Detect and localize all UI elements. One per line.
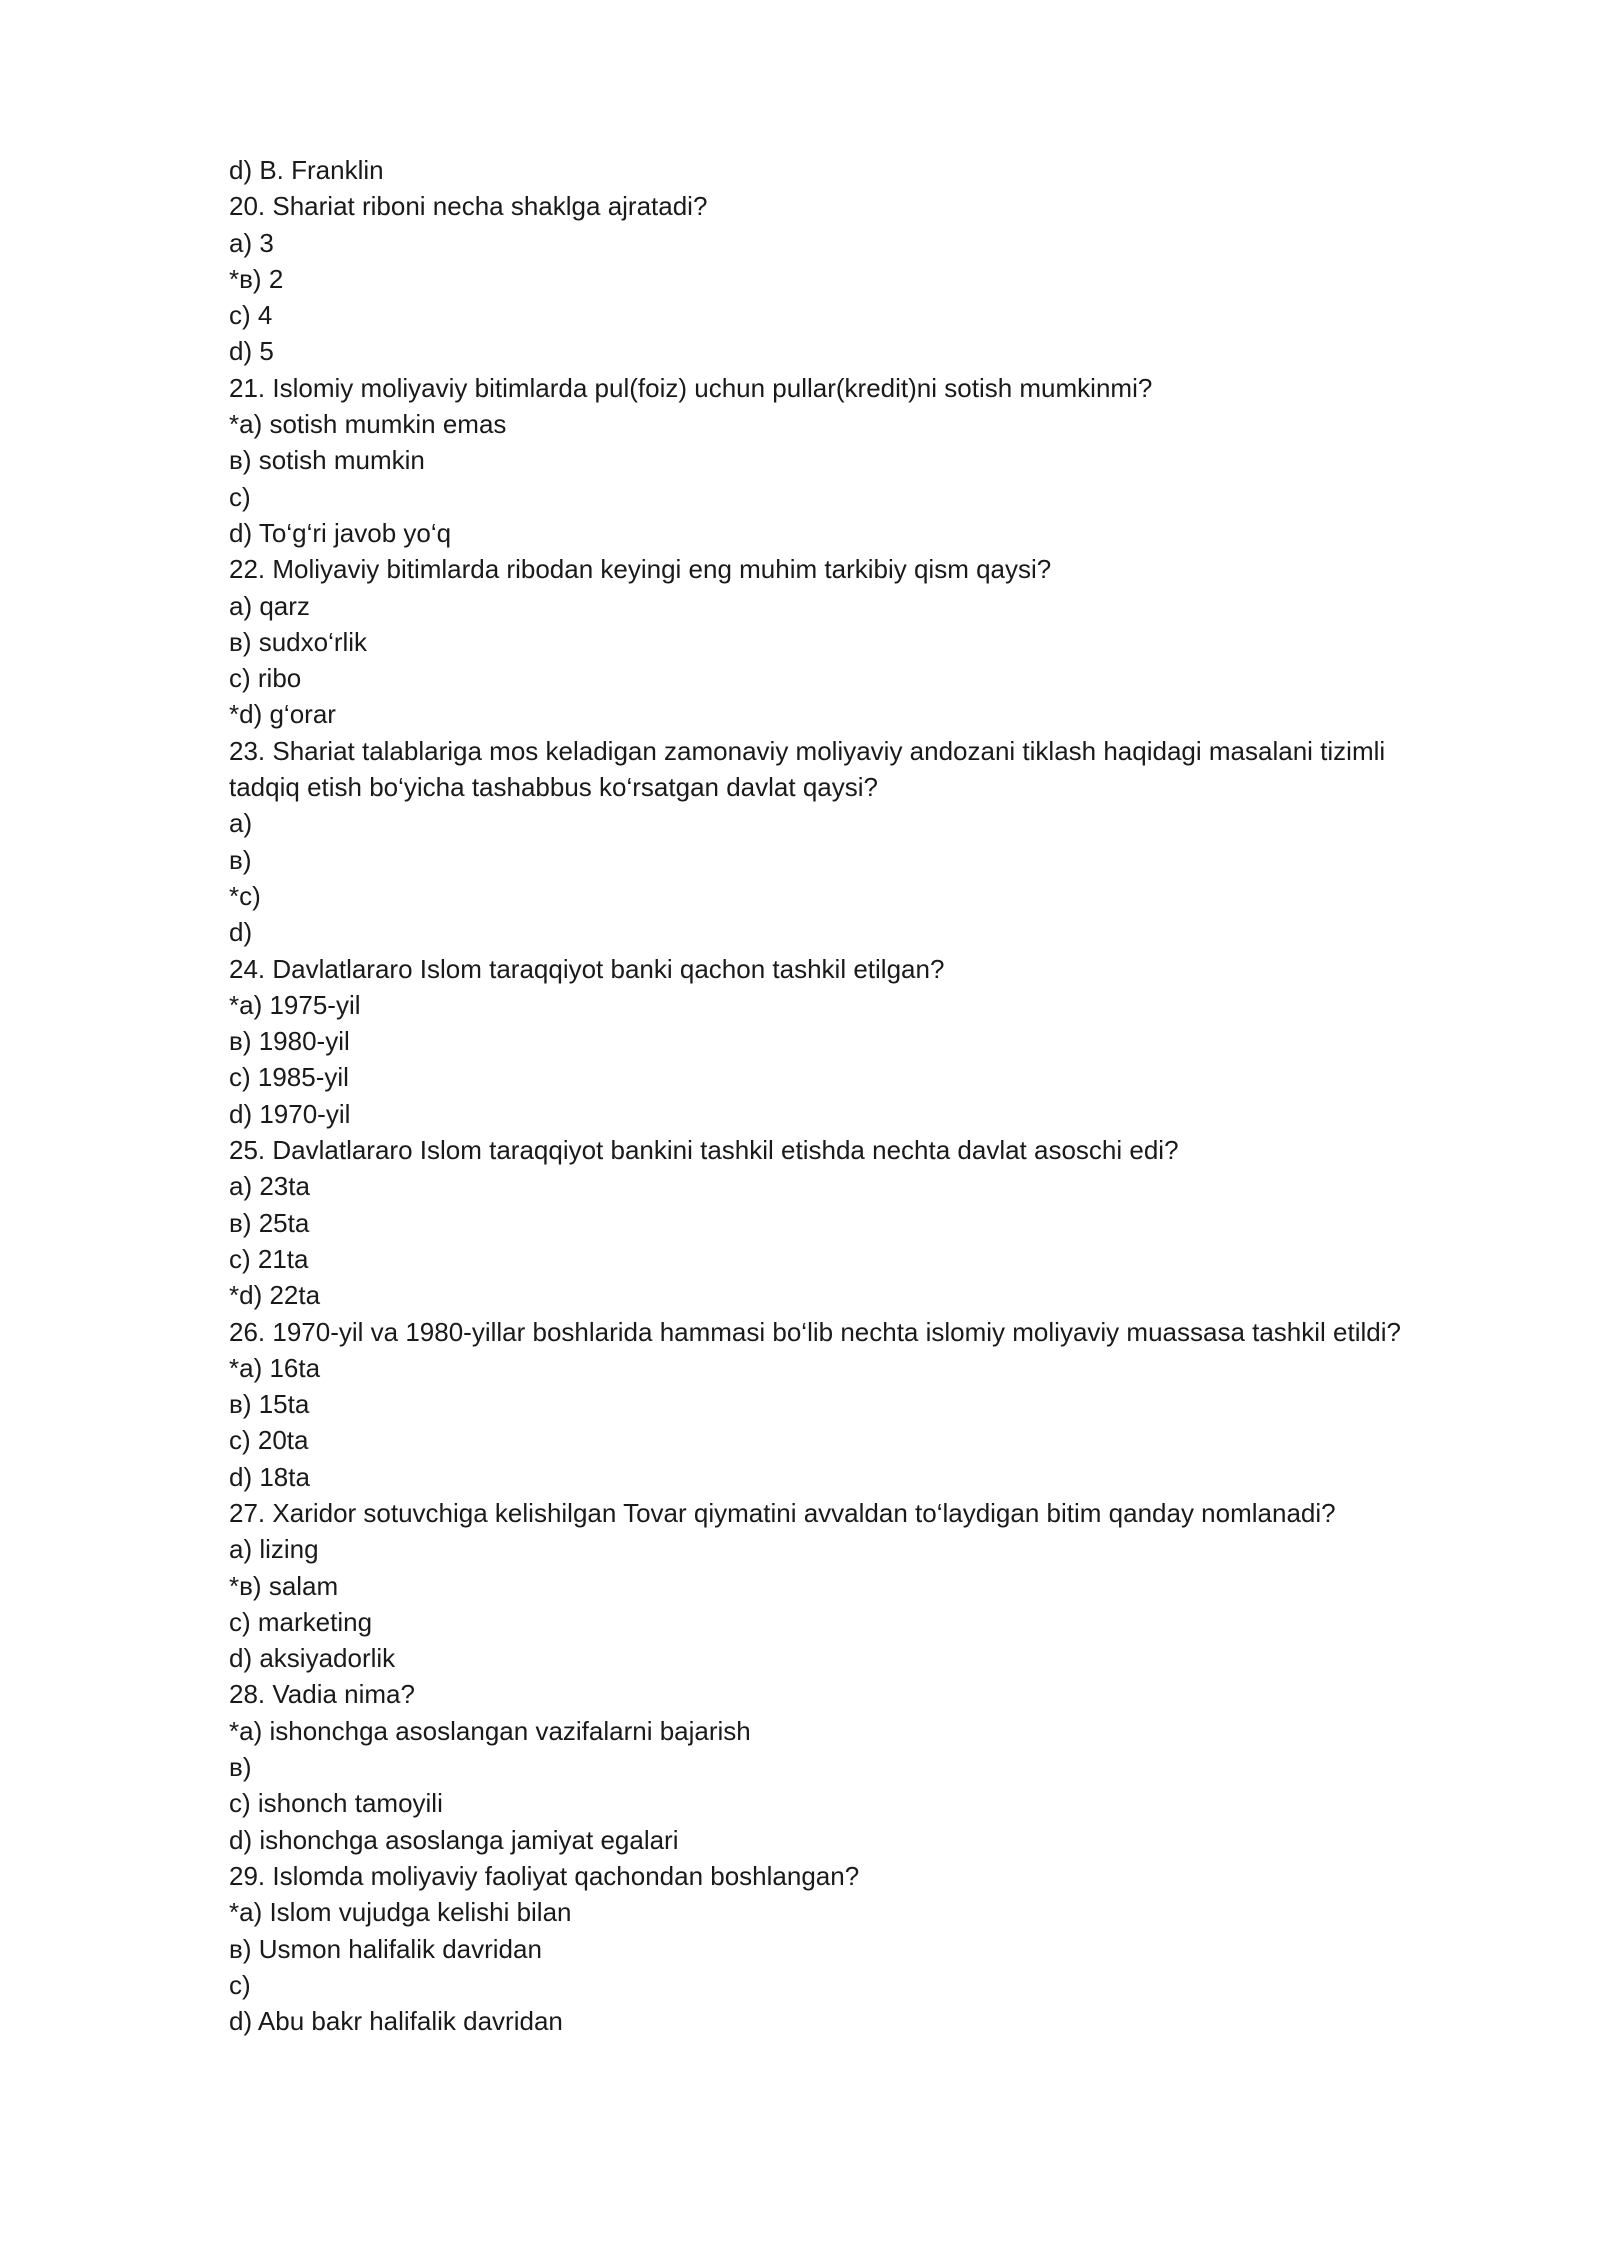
answer-option: в) 1980-yil	[229, 1026, 350, 1057]
answer-option: d) To‘g‘ri javob yo‘q	[229, 517, 452, 548]
answer-option: a) 3	[229, 227, 274, 258]
answer-option: d) aksiyadorlik	[229, 1643, 396, 1674]
question-20: 20. Shariat riboni necha shaklga ajratadi?	[229, 191, 708, 222]
answer-option-correct: *a) 1975-yil	[229, 989, 361, 1020]
question-24: 24. Davlatlararo Islom taraqqiyot banki qachon tashkil etilgan?	[229, 953, 945, 984]
answer-option: c)	[229, 1969, 251, 2000]
answer-option-correct: *a) 16ta	[229, 1352, 321, 1383]
question-23-continued: tadqiq etish bo‘yicha tashabbus ko‘rsatgan davlat qaysi?	[229, 772, 878, 803]
answer-option-correct: *a) Islom vujudga kelishi bilan	[229, 1897, 572, 1928]
answer-option: a) lizing	[229, 1534, 319, 1565]
answer-option: в) sudxo‘rlik	[229, 626, 368, 657]
answer-option-correct: *c)	[229, 880, 261, 911]
question-22: 22. Moliyaviy bitimlarda ribodan keyingi eng muhim tarkibiy qism qaysi?	[229, 554, 1052, 585]
answer-option: в)	[229, 844, 252, 875]
answer-option: a) 23ta	[229, 1171, 310, 1202]
answer-option: c) marketing	[229, 1606, 373, 1637]
answer-option: a)	[229, 808, 253, 839]
answer-option: d) B. Franklin	[229, 155, 384, 185]
answer-option-correct: *в) 2	[229, 263, 284, 294]
question-29: 29. Islomda moliyaviy faoliyat qachondan boshlangan?	[229, 1860, 860, 1891]
question-25: 25. Davlatlararo Islom taraqqiyot bankini tashkil etishda nechta davlat asoschi edi?	[229, 1135, 1179, 1166]
answer-option-correct: *d) g‘orar	[229, 699, 336, 730]
answer-option: d)	[229, 917, 253, 948]
answer-option: c) 21ta	[229, 1243, 309, 1274]
answer-option-correct: *a) sotish mumkin emas	[229, 409, 507, 440]
answer-option: d) 18ta	[229, 1461, 310, 1492]
answer-option: в) 25ta	[229, 1207, 310, 1238]
answer-option-correct: *a) ishonchga asoslangan vazifalarni bajarish	[229, 1715, 751, 1746]
question-21: 21. Islomiy moliyaviy bitimlarda pul(foiz) uchun pullar(kredit)ni sotish mumkinmi?	[229, 372, 1153, 403]
answer-option: c)	[229, 481, 251, 512]
answer-option: d) 1970-yil	[229, 1098, 351, 1129]
question-27: 27. Xaridor sotuvchiga kelishilgan Tovar qiymatini avvaldan to‘laydigan bitim qanday nomlanadi?	[229, 1497, 1336, 1528]
answer-option: c) 20ta	[229, 1425, 309, 1456]
answer-option-correct: *в) salam	[229, 1570, 339, 1601]
answer-option: c) ishonch tamoyili	[229, 1788, 443, 1819]
document-text	[229, 152, 1469, 2039]
answer-option: c) ribo	[229, 663, 302, 694]
answer-option-correct: *d) 22ta	[229, 1280, 321, 1311]
question-26: 26. 1970-yil va 1980-yillar boshlarida hammasi bo‘lib nechta islomiy moliyaviy muassasa tashkil etildi?	[229, 1316, 1401, 1347]
answer-option: d) ishonchga asoslanga jamiyat egalari	[229, 1824, 679, 1855]
answer-option: d) 5	[229, 336, 274, 367]
answer-option: a) qarz	[229, 590, 310, 621]
answer-option: в) sotish mumkin	[229, 445, 425, 476]
answer-option: d) Abu bakr halifalik davridan	[229, 2006, 563, 2037]
answer-option: в)	[229, 1752, 252, 1783]
answer-option: c) 4	[229, 300, 273, 331]
question-28: 28. Vadia nima?	[229, 1679, 415, 1710]
question-23: 23. Shariat talablariga mos keladigan zamonaviy moliyaviy andozani tiklash haqidagi masalani tizimli	[229, 735, 1386, 766]
answer-option: c) 1985-yil	[229, 1062, 349, 1093]
answer-option: в) 15ta	[229, 1389, 310, 1420]
answer-option: в) Usmon halifalik davridan	[229, 1933, 542, 1964]
